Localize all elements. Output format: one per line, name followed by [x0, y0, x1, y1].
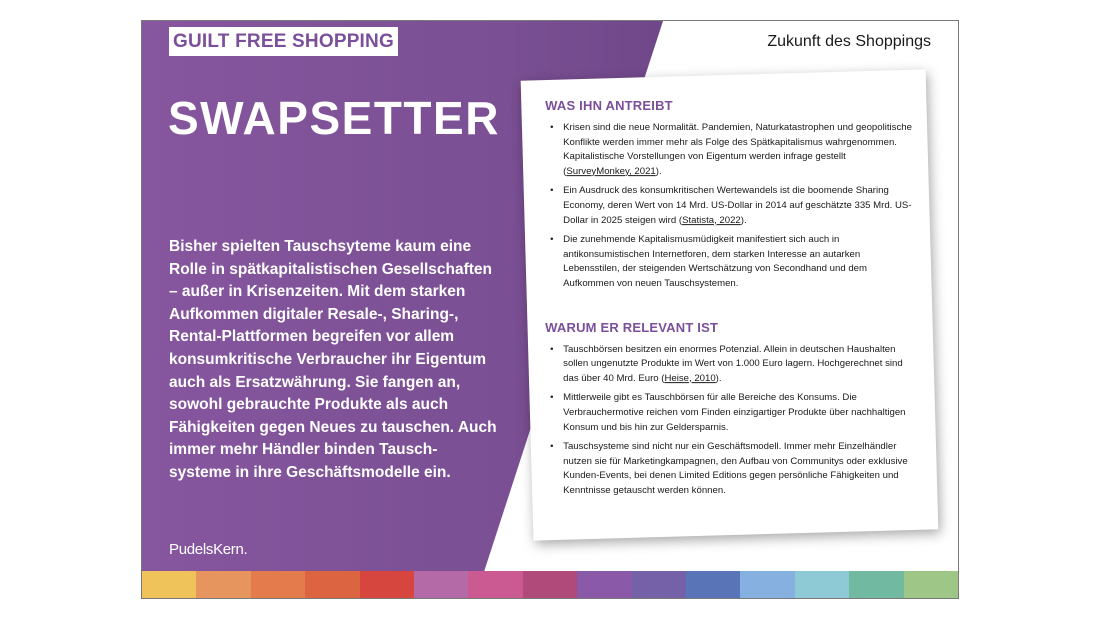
color-swatch	[577, 571, 631, 598]
color-swatch	[142, 571, 196, 598]
page-title: SWAPSETTER	[168, 92, 500, 144]
color-swatch	[740, 571, 794, 598]
bullet-item: • Tauschbörsen besitzen ein enormes Potenzial. Allein in deutschen Haushalten sollen ungenutzte Produkte im Wert von 1.000 Euro lagern. Hochgerechnet sind das über 40 Mrd. Euro (Heise, 2010).	[545, 343, 915, 387]
header-title: Zukunft des Shoppings	[767, 33, 931, 50]
color-strip	[142, 571, 958, 598]
color-swatch	[468, 571, 522, 598]
color-swatch	[414, 571, 468, 598]
bullet-item: • Tauschsysteme sind nicht nur ein Geschäftsmodell. Immer mehr Einzelhändler nutzen sie für Marketingkampagnen, den Aufbau von Communitys oder exklusive Kunden-Events, bei denen Limited Editions gegen persönliche Fähigkeiten und Kenntnisse getauscht werden können.	[545, 440, 915, 498]
slide	[141, 20, 959, 599]
color-swatch	[360, 571, 414, 598]
color-swatch	[849, 571, 903, 598]
section-heading: WARUM ER RELEVANT IST	[545, 319, 719, 335]
source-link[interactable]: Heise, 2010	[664, 372, 716, 384]
bullet-item: • Die zunehmende Kapitalismusmüdigkeit manifestiert sich auch in antikonsumistischen Internetforen, dem starken Interesse an autarken Lebensstilen, der steigenden Wertschätzung von Secondhand und dem Aufkommen von neuen Tauschsystemen.	[545, 233, 915, 291]
bullet-list	[545, 343, 915, 499]
bullet-item: • Krisen sind die neue Normalität. Pandemien, Naturkatastrophen und geopolitische Konflikte werden immer mehr als Folge des Spätkapitalismus wahrgenommen. Kapitalistische Vorstellungen von Eigentum werden infrage gestellt (SurveyMonkey, 2021).	[545, 121, 915, 179]
intro-text: Bisher spielten Tauschsyteme kaum eine Rolle in spätkapitalistischen Gesellschaften – außer in Krisenzeiten. Mit dem starken Aufkommen digitaler Resale-, Sharing-, Rental-Plattformen begreifen vor allem konsumkritische Verbraucher ihr Eigentum auch als Ersatzwährung. Sie fangen an, sowohl gebrauchte Produkte als auch Fähigkeiten gegen Neues zu tauschen. Auch immer mehr Händler binden Tausch-systeme in ihre Geschäftsmodelle ein.	[169, 238, 497, 481]
brand-logo: PudelsKern.	[169, 541, 248, 558]
color-swatch	[523, 571, 577, 598]
color-swatch	[904, 571, 958, 598]
bullet-list	[545, 121, 915, 292]
info-card-content	[545, 98, 915, 503]
bullet-item: • Ein Ausdruck des konsumkritischen Wertewandels ist die boomende Sharing Economy, deren Wert von 14 Mrd. US-Dollar in 2014 auf geschätzte 335 Mrd. US-Dollar in 2025 steigen wird (Statista, 2022).	[545, 184, 915, 228]
color-swatch	[795, 571, 849, 598]
source-link[interactable]: Statista, 2022	[682, 214, 741, 226]
color-swatch	[305, 571, 359, 598]
color-swatch	[196, 571, 250, 598]
color-swatch	[632, 571, 686, 598]
category-tag: GUILT FREE SHOPPING	[169, 27, 398, 56]
info-card	[521, 69, 939, 540]
color-swatch	[686, 571, 740, 598]
section-heading: WAS IHN ANTREIBT	[545, 98, 673, 114]
color-swatch	[251, 571, 305, 598]
source-link[interactable]: SurveyMonkey, 2021	[566, 165, 656, 177]
bullet-item: • Mittlerweile gibt es Tauschbörsen für alle Bereiche des Konsums. Die Verbrauchermotive reichen vom Finden einzigartiger Produkte über nachhaltigen Konsum und bis hin zur Geldersparnis.	[545, 391, 915, 435]
